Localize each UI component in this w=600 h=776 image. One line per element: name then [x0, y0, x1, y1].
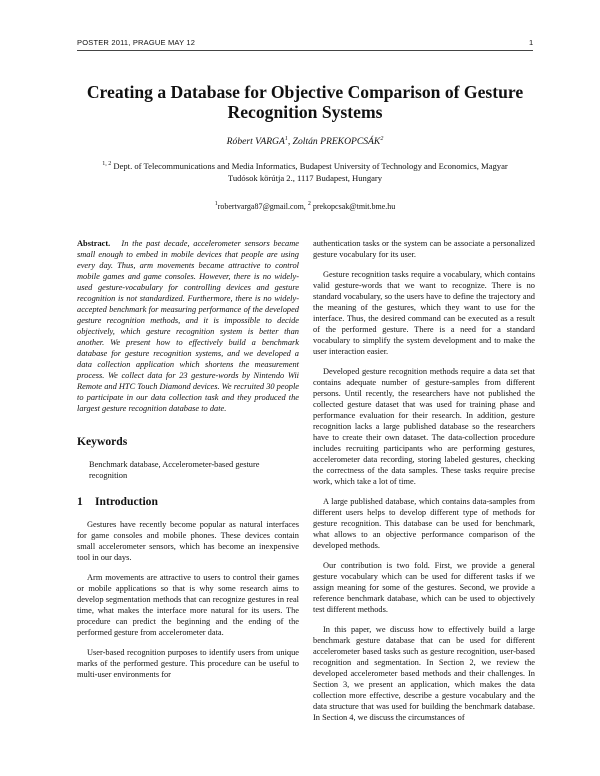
- intro-paragraph-2: Arm movements are attractive to users to control their games or mobile applications so that is why some research aims to develop segmentation methods that can recognize gestures in real time, what makes the interface more natural for its users. The procedure can predict the beginning and the ending of the performed gesture from accelerometer data.: [77, 573, 299, 637]
- author-separator: ,: [287, 136, 293, 147]
- author-2: Zoltán PREKOPCSÁK: [292, 136, 381, 147]
- affiliation-sup: 1, 2: [102, 161, 112, 167]
- keywords-text: Benchmark database, Accelerometer-based gesture recognition: [89, 460, 260, 480]
- paper-title: Creating a Database for Objective Comparison of Gesture Recognition Systems: [86, 82, 524, 122]
- author-list: [77, 136, 533, 147]
- intro-paragraph-3: User-based recognition purposes to identify users from unique marks of the performed gesture. This procedure can be useful to multi-user environments for: [77, 648, 299, 679]
- right-paragraph-5: Our contribution is two fold. First, we provide a general gesture vocabulary which can be used for different tasks if we assign meaning for some of the gestures. Second, we provide a reference benchmark database, which can be used to objectively test different methods.: [313, 561, 535, 614]
- keywords-heading: Keywords: [77, 435, 128, 448]
- intro-heading: [77, 495, 299, 509]
- email-1: robertvarga87@gmail.com,: [217, 202, 308, 211]
- right-paragraph-6: In this paper, we discuss how to effectively build a large benchmark gesture database that can be used for different accelerometer based tasks such as gesture recognition, user-based recognition and segmentation. In Section 2, we review the developed accelerometer based methods and their challenges. In Section 3, we present an application, which makes the data collection more effective, describe a gesture vocabulary and the data structure that was used for building the benchmark database. In Section 4, we discuss the circumstances of: [313, 625, 535, 722]
- affiliation: [77, 160, 533, 184]
- author-1-sup: 1: [284, 136, 288, 142]
- right-paragraph-1: authentication tasks or the system can be associate a personalized gesture vocabulary for its user.: [313, 239, 535, 259]
- author-2-sup: 2: [380, 136, 384, 142]
- intro-paragraph-1: Gestures have recently become popular as natural interfaces for game consoles and mobile phones. These devices contain small accelerometer sensors, which has become an inexpensive tool in our days.: [77, 520, 299, 562]
- intro-title: Introduction: [95, 495, 158, 508]
- right-paragraph-3: Developed gesture recognition methods require a data set that contains adequate number of gesture-samples from different persons. Until recently, the researchers have not published the collected gesture dataset that was used for training phase and performance evaluation for their research. In addition, gesture recognition lacks a large published database so the researchers have to create their own dataset. The data-collection procedure includes recruiting participants who are performing gestures, accelerometer data recording, storing labeled gestures, checking the correctness of the data samples. These tasks require precise work, which take a lot of time.: [313, 367, 535, 486]
- affiliation-line-2: Tudósok körútja 2., 1117 Budapest, Hungary: [227, 173, 383, 183]
- header-rule: [77, 50, 533, 51]
- email-2: prekopcsak@tmit.bme.hu: [310, 202, 396, 211]
- right-paragraph-4: A large published database, which contains data-samples from different users helps to develop different type of methods for gesture recognition. This database can be used for benchmark, what allows to an objective performance comparison of the developed methods.: [313, 497, 535, 550]
- email-2-sup: 2: [307, 201, 311, 207]
- running-header: POSTER 2011, PRAGUE MAY 12: [77, 38, 196, 47]
- abstract-text: In the past decade, accelerometer sensors became small enough to embed in mobile devices that people are using every day. Thus, arm movements became attractive to control mobile games and game consoles. However, there is no widely-used gesture-vocabulary for controlling devices and gesture recognition is not standardized. Furthermore, there is no widely-accepted benchmark for measuring performance of the developed gesture recognition methods, and it is impossible to decide objectively, which gesture recognition system is better than another. We present how to effectively build a benchmark database for gesture recognition systems, and we developed a data collection application which shortens the measurement process. We collect data for 23 gesture-words by Nintendo Wii Remote and HTC Touch Diamond devices. We recruited 30 people to participate in our data collection task and they produced the largest gesture recognition database to date.: [77, 239, 299, 413]
- author-1: Róbert VARGA: [226, 136, 285, 147]
- abstract: [77, 238, 299, 414]
- affiliation-text-1: Dept. of Telecommunications and Media Informatics, Budapest University of Technology and Economics, Magyar: [111, 161, 508, 171]
- email-1-sup: 1: [214, 201, 218, 207]
- right-paragraph-2: Gesture recognition tasks require a vocabulary, which contains valid gesture-words that we want to recognize. There is no standard vocabulary, so the users have to define the trajectory and the meaning of the gestures, which they want to use for the interface. Thus, the desired command can be executed as a result of the performed gesture. There is a need for a standard vocabulary to simplify the system development and to make the user interaction easier.: [313, 270, 535, 356]
- page-number: 1: [529, 38, 534, 47]
- right-column: [313, 238, 535, 732]
- email-line: [77, 202, 533, 211]
- affiliation-line-1: [77, 160, 533, 172]
- left-column: [77, 238, 299, 689]
- abstract-label: Abstract.: [77, 239, 111, 248]
- intro-number: 1: [77, 495, 83, 508]
